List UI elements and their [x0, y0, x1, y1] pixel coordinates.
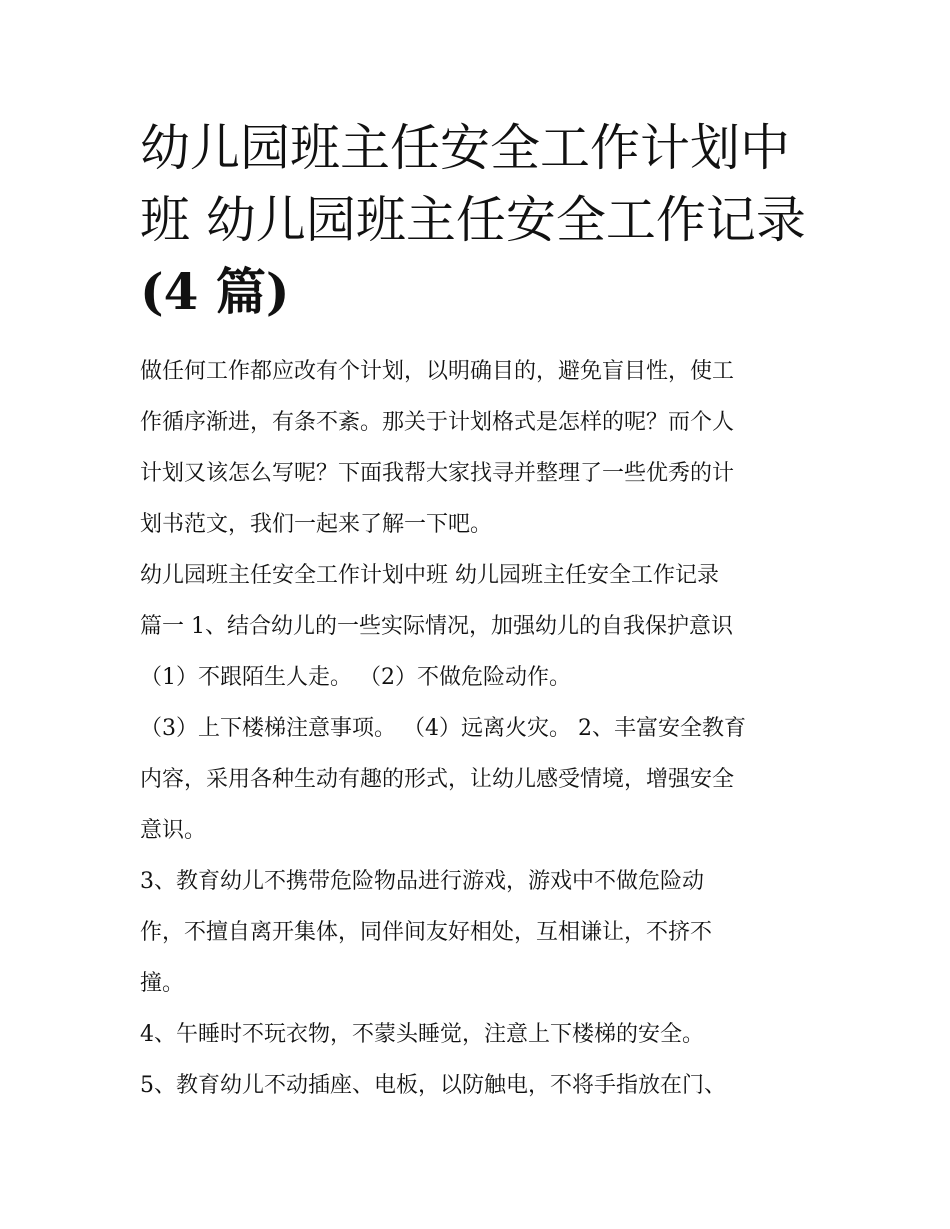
section-paragraph-1: [140, 550, 812, 703]
section-paragraph-3: [140, 856, 812, 1009]
text-line: 做任何工作都应改有个计划，以明确目的，避免盲目性，使工: [140, 359, 735, 384]
text-line: 内容，采用各种生动有趣的形式，让幼儿感受情境，增强安全: [140, 767, 735, 792]
text-line: 撞。: [140, 971, 185, 996]
section-paragraph-2: [140, 703, 812, 856]
text-line: 作，不擅自离开集体，同伴间友好相处，互相谦让，不挤不: [140, 920, 713, 945]
text-line: 作循序渐进，有条不紊。那关于计划格式是怎样的呢？而个人: [140, 410, 735, 435]
document-page: [140, 112, 812, 1111]
text-line: 幼儿园班主任安全工作计划中班 幼儿园班主任安全工作记录: [140, 563, 719, 588]
document-title: [140, 112, 812, 328]
text-line: 划书范文，我们一起来了解一下吧。: [140, 512, 493, 537]
text-line: 4、午睡时不玩衣物，不蒙头睡觉，注意上下楼梯的安全。: [140, 1022, 704, 1047]
text-line: 意识。: [140, 818, 207, 843]
text-line: 篇一 1、结合幼儿的一些实际情况，加强幼儿的自我保护意识: [140, 614, 733, 639]
section-paragraph-5: [140, 1060, 812, 1111]
title-line-3: (4 篇): [140, 262, 290, 321]
title-line-2: 班 幼儿园班主任安全工作记录: [140, 191, 806, 249]
text-line: 3、教育幼儿不携带危险物品进行游戏，游戏中不做危险动: [140, 869, 704, 894]
title-line-1: 幼儿园班主任安全工作计划中: [140, 119, 790, 177]
text-line: （3）上下楼梯注意事项。 （4）远离火灾。 2、丰富安全教育: [140, 716, 746, 741]
text-line: （1）不跟陌生人走。 （2）不做危险动作。: [140, 665, 571, 690]
section-paragraph-4: [140, 1009, 812, 1060]
text-line: 5、教育幼儿不动插座、电板，以防触电，不将手指放在门、: [140, 1073, 726, 1098]
intro-paragraph: [140, 346, 812, 550]
text-line: 计划又该怎么写呢？下面我帮大家找寻并整理了一些优秀的计: [140, 461, 735, 486]
